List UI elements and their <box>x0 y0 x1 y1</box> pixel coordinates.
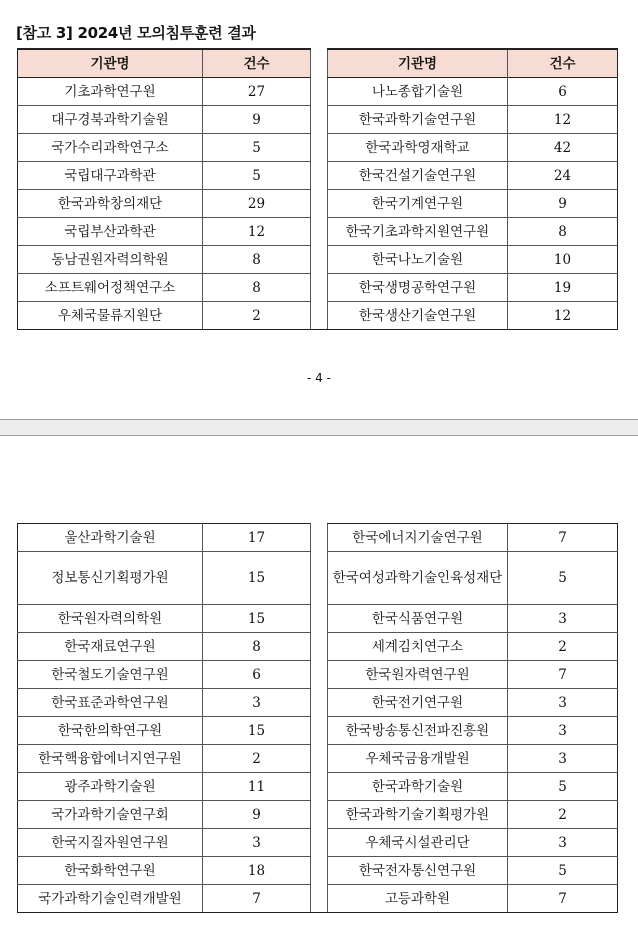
org-name-right: 한국전자통신연구원 <box>328 857 508 885</box>
count-right: 3 <box>508 689 618 717</box>
header-count-left: 건수 <box>203 49 311 78</box>
org-name-left: 한국과학창의재단 <box>18 190 203 218</box>
org-name-left: 대구경북과학기술원 <box>18 106 203 134</box>
header-org-right: 기관명 <box>328 49 508 78</box>
org-name-right: 한국과학영재학교 <box>328 134 508 162</box>
org-name-left: 우체국물류지원단 <box>18 302 203 330</box>
column-gap <box>311 745 328 773</box>
column-gap <box>311 524 328 552</box>
table-row <box>18 857 618 885</box>
org-name-left: 울산과학기술원 <box>18 524 203 552</box>
org-name-left: 소프트웨어정책연구소 <box>18 274 203 302</box>
org-name-right: 한국기초과학지원연구원 <box>328 218 508 246</box>
table-row <box>18 190 618 218</box>
org-name-left: 광주과학기술원 <box>18 773 203 801</box>
count-right: 2 <box>508 633 618 661</box>
org-name-left: 국가과학기술연구회 <box>18 801 203 829</box>
count-left: 8 <box>203 274 311 302</box>
count-right: 3 <box>508 605 618 633</box>
org-name-left: 기초과학연구원 <box>18 78 203 106</box>
count-right: 5 <box>508 552 618 605</box>
header-count-right: 건수 <box>508 49 618 78</box>
count-right: 7 <box>508 885 618 913</box>
org-name-right: 한국여성과학기술인육성재단 <box>328 552 508 605</box>
org-name-left: 국가과학기술인력개발원 <box>18 885 203 913</box>
header-org-left: 기관명 <box>18 49 203 78</box>
page-separator <box>0 419 638 436</box>
org-name-left: 한국표준과학연구원 <box>18 689 203 717</box>
org-name-right: 한국전기연구원 <box>328 689 508 717</box>
count-right: 2 <box>508 801 618 829</box>
column-gap <box>311 773 328 801</box>
count-left: 27 <box>203 78 311 106</box>
count-right: 9 <box>508 190 618 218</box>
count-left: 6 <box>203 661 311 689</box>
table-row <box>18 605 618 633</box>
count-right: 12 <box>508 106 618 134</box>
count-right: 19 <box>508 274 618 302</box>
column-gap <box>311 162 328 190</box>
org-name-left: 한국지질자원연구원 <box>18 829 203 857</box>
table-row <box>18 134 618 162</box>
org-name-left: 한국한의학연구원 <box>18 717 203 745</box>
org-name-right: 우체국시설관리단 <box>328 829 508 857</box>
column-gap <box>311 246 328 274</box>
page-number: - 4 - <box>307 371 331 385</box>
table-row <box>18 633 618 661</box>
count-right: 3 <box>508 717 618 745</box>
table-row <box>18 302 618 330</box>
training-results-table-1 <box>17 48 618 330</box>
org-name-right: 한국원자력연구원 <box>328 661 508 689</box>
org-name-left: 국립부산과학관 <box>18 218 203 246</box>
org-name-right: 우체국금융개발원 <box>328 745 508 773</box>
table-row <box>18 246 618 274</box>
count-left: 5 <box>203 162 311 190</box>
table-row <box>18 773 618 801</box>
org-name-right: 한국생산기술연구원 <box>328 302 508 330</box>
table-header-row <box>18 49 618 78</box>
count-left: 29 <box>203 190 311 218</box>
org-name-left: 정보통신기획평가원 <box>18 552 203 605</box>
count-left: 9 <box>203 801 311 829</box>
table-row <box>18 661 618 689</box>
column-gap <box>311 274 328 302</box>
org-name-left: 동남권원자력의학원 <box>18 246 203 274</box>
count-right: 10 <box>508 246 618 274</box>
count-left: 5 <box>203 134 311 162</box>
count-left: 15 <box>203 605 311 633</box>
column-gap <box>311 633 328 661</box>
column-gap <box>311 106 328 134</box>
org-name-left: 국립대구과학관 <box>18 162 203 190</box>
count-left: 8 <box>203 246 311 274</box>
count-left: 15 <box>203 717 311 745</box>
org-name-left: 국가수리과학연구소 <box>18 134 203 162</box>
org-name-right: 한국과학기술연구원 <box>328 106 508 134</box>
count-right: 5 <box>508 857 618 885</box>
table-1-body <box>18 78 618 330</box>
count-right: 24 <box>508 162 618 190</box>
org-name-right: 한국에너지기술연구원 <box>328 524 508 552</box>
count-right: 7 <box>508 661 618 689</box>
count-right: 12 <box>508 302 618 330</box>
count-left: 3 <box>203 829 311 857</box>
column-gap <box>311 857 328 885</box>
column-gap <box>311 134 328 162</box>
column-gap <box>311 552 328 605</box>
table-row <box>18 801 618 829</box>
org-name-right: 한국기계연구원 <box>328 190 508 218</box>
column-gap <box>311 302 328 330</box>
org-name-left: 한국핵융합에너지연구원 <box>18 745 203 773</box>
org-name-right: 고등과학원 <box>328 885 508 913</box>
column-gap <box>311 689 328 717</box>
count-right: 3 <box>508 829 618 857</box>
column-gap <box>311 661 328 689</box>
column-gap <box>311 78 328 106</box>
count-right: 3 <box>508 745 618 773</box>
table-row <box>18 745 618 773</box>
column-gap <box>311 218 328 246</box>
count-right: 6 <box>508 78 618 106</box>
org-name-right: 한국과학기술기획평가원 <box>328 801 508 829</box>
table-row <box>18 218 618 246</box>
org-name-right: 한국식품연구원 <box>328 605 508 633</box>
count-right: 5 <box>508 773 618 801</box>
org-name-left: 한국화학연구원 <box>18 857 203 885</box>
org-name-right: 한국과학기술원 <box>328 773 508 801</box>
count-left: 3 <box>203 689 311 717</box>
count-left: 15 <box>203 552 311 605</box>
count-left: 2 <box>203 302 311 330</box>
training-results-table-2 <box>17 523 618 913</box>
table-row <box>18 885 618 913</box>
column-gap <box>311 190 328 218</box>
column-gap <box>311 801 328 829</box>
org-name-right: 한국방송통신전파진흥원 <box>328 717 508 745</box>
org-name-right: 한국나노기술원 <box>328 246 508 274</box>
count-left: 2 <box>203 745 311 773</box>
count-right: 8 <box>508 218 618 246</box>
org-name-right: 세계김치연구소 <box>328 633 508 661</box>
org-name-left: 한국원자력의학원 <box>18 605 203 633</box>
count-left: 18 <box>203 857 311 885</box>
table-row <box>18 717 618 745</box>
count-left: 7 <box>203 885 311 913</box>
table-row <box>18 552 618 605</box>
column-gap <box>311 605 328 633</box>
column-gap <box>311 829 328 857</box>
org-name-right: 한국건설기술연구원 <box>328 162 508 190</box>
count-left: 11 <box>203 773 311 801</box>
table-row <box>18 274 618 302</box>
count-left: 8 <box>203 633 311 661</box>
table-row <box>18 689 618 717</box>
table-row <box>18 829 618 857</box>
column-gap <box>311 49 328 78</box>
document-title: [참고 3] 2024년 모의침투훈련 결과 <box>16 24 256 42</box>
count-left: 12 <box>203 218 311 246</box>
count-left: 9 <box>203 106 311 134</box>
table-2-body <box>18 524 618 913</box>
org-name-right: 나노종합기술원 <box>328 78 508 106</box>
org-name-left: 한국철도기술연구원 <box>18 661 203 689</box>
count-right: 42 <box>508 134 618 162</box>
table-row <box>18 78 618 106</box>
column-gap <box>311 717 328 745</box>
count-left: 17 <box>203 524 311 552</box>
org-name-right: 한국생명공학연구원 <box>328 274 508 302</box>
column-gap <box>311 885 328 913</box>
count-right: 7 <box>508 524 618 552</box>
table-row <box>18 162 618 190</box>
table-row <box>18 524 618 552</box>
org-name-left: 한국재료연구원 <box>18 633 203 661</box>
table-row <box>18 106 618 134</box>
